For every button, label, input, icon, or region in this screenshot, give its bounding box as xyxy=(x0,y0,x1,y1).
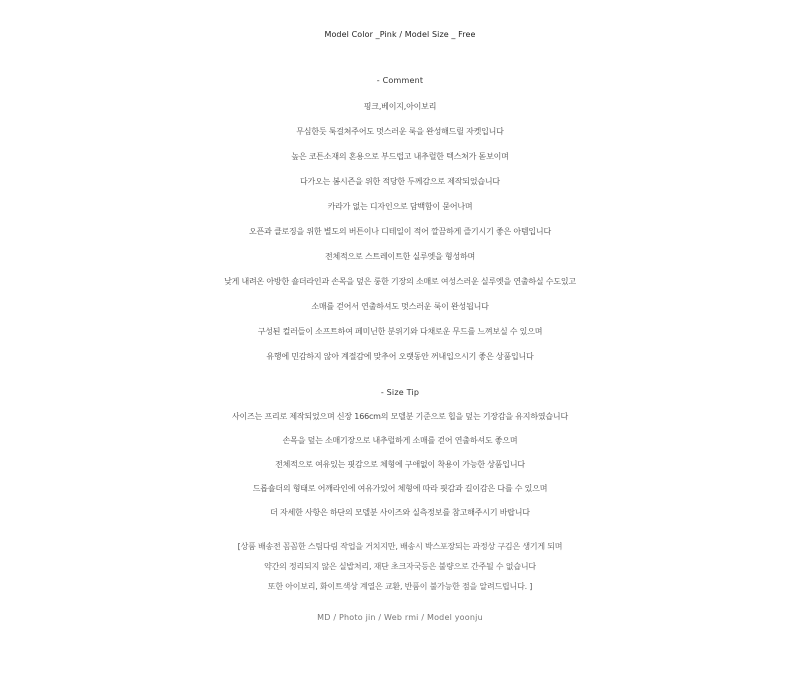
size-tip-line: 전체적으로 여유있는 핏감으로 체형에 구애없이 착용이 가능한 상품입니다 xyxy=(275,460,525,469)
size-tip-line: 사이즈는 프리로 제작되었으며 신장 166cm의 모델분 기준으로 힙을 덮는 기장감을 유지하였습니다 xyxy=(232,412,568,421)
comment-line: 낮게 내려온 아방한 숄더라인과 손목을 덮은 룽한 기장의 소매로 여성스러운 실루엣을 연출하실 수도있고 xyxy=(224,277,576,286)
size-tip-line: 손목을 덮는 소매기장으로 내추럴하게 소매를 걷어 연출하셔도 좋으며 xyxy=(282,436,518,445)
comment-line: 높은 코튼소재의 혼용으로 부드럽고 내추럴한 텍스쳐가 돋보이며 xyxy=(291,152,509,161)
size-tip-line: 더 자세한 사항은 하단의 모델분 사이즈와 실측정보를 참고해주시기 바랍니다 xyxy=(270,508,530,517)
comment-line: 카라가 없는 디자인으로 담백함이 묻어나며 xyxy=(327,202,473,211)
comment-line: 전체적으로 스트레이트한 실루엣을 형성하며 xyxy=(324,252,476,261)
comment-line: 무심한듯 툭걸쳐주어도 멋스러운 룩을 완성해드릴 자켓입니다 xyxy=(296,127,504,136)
notice-line: 또한 아이보리, 화이트색상 계열은 교환, 반품이 불가능한 점을 알려드립니다. ] xyxy=(267,582,533,591)
comment-line: 유행에 민감하지 않아 계절감에 맞추어 오랫동안 꺼내입으시기 좋은 상품입니다 xyxy=(266,352,534,361)
notice-line: [상품 배송전 꼼꼼한 스팀다림 작업을 거치지만, 배송시 박스포장되는 과정상 구김은 생기게 되며 xyxy=(237,542,563,551)
notice-line: 약간의 정리되지 않은 실밥처리, 재단 초크자국등은 불량으로 간주될 수 없습니다 xyxy=(264,562,536,571)
model-info: Model Color _Pink / Model Size _ Free xyxy=(324,30,476,39)
comment-line: 다가오는 봄시즌을 위한 적당한 두께감으로 제작되었습니다 xyxy=(300,177,500,186)
comment-line: 소매를 걷어서 연출하셔도 멋스러운 룩이 완성됩니다 xyxy=(311,302,489,311)
comment-line: 핑크,베이지,아이보리 xyxy=(363,102,437,111)
credits: MD / Photo jin / Web rmi / Model yoonju xyxy=(317,613,483,622)
size-tip-heading: - Size Tip xyxy=(380,388,420,397)
size-tip-line: 드롭숄더의 형태로 어깨라인에 여유가있어 체형에 따라 핏감과 길이감은 다를 수 있으며 xyxy=(252,484,548,493)
comment-line: 오픈과 클로징을 위한 별도의 버튼이나 디테일이 적어 깔끔하게 즐기시기 좋은 아템입니다 xyxy=(249,227,551,236)
comment-heading: - Comment xyxy=(376,76,424,85)
comment-line: 구성된 컬러들이 소프트하여 페미닌한 분위기와 다채로운 무드를 느껴보실 수 있으며 xyxy=(257,327,543,336)
